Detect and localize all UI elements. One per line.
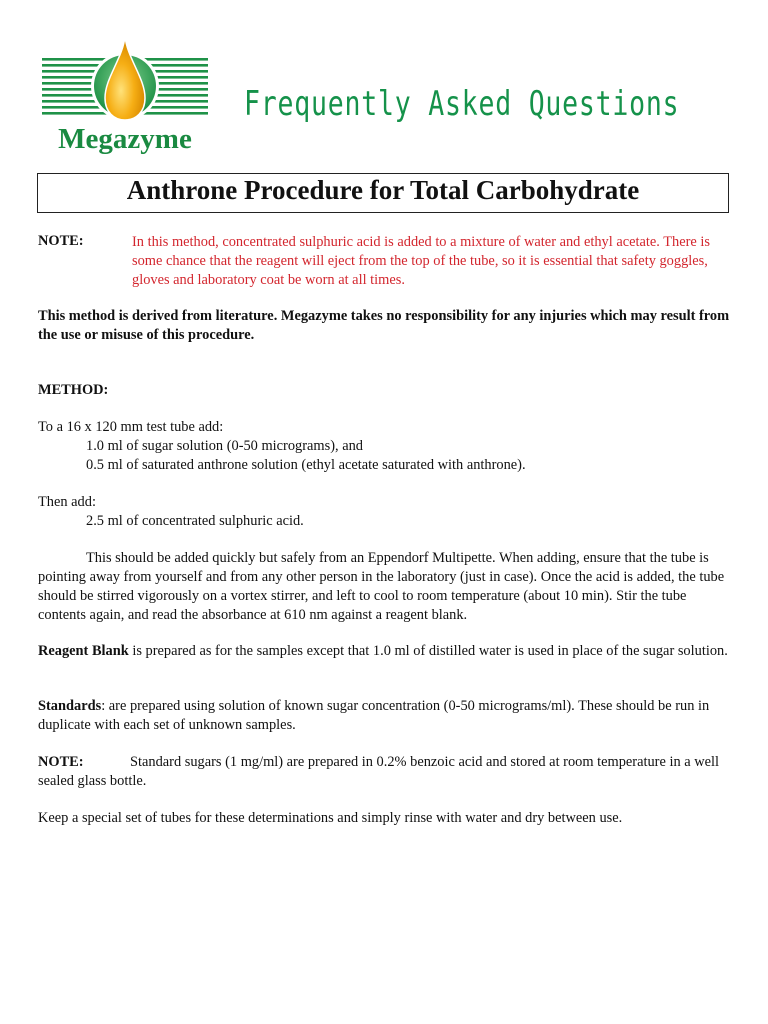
method-heading: METHOD: [38, 382, 109, 398]
note2-label: NOTE: [38, 754, 84, 770]
note-label: NOTE: [38, 233, 84, 249]
procedure-paragraph: This should be added quickly but safely from an Eppendorf Multipette. When adding, ensure that the tube is pointing away from yourself and from any other person in the laboratory (just in case). Once the acid is added, the tube should be stirred vigorously on a vortex stirrer, and left to cool to room temperature (about 10 min). Stir the tube contents again, and read the absorbance at 610 nm against a reagent blank. [38, 550, 725, 623]
reagent-blank-paragraph [38, 642, 732, 661]
step2-item-acid: 2.5 ml of concentrated sulphuric acid. [86, 513, 304, 529]
standards-paragraph [38, 697, 732, 735]
note2-text: Standard sugars (1 mg/ml) are prepared in 0.2% benzoic acid and stored at room temperature in a well sealed glass bottle. [38, 754, 720, 789]
step2-intro: Then add: [38, 494, 96, 510]
step1-item-anthrone: 0.5 ml of saturated anthrone solution (ethyl acetate saturated with anthrone). [86, 457, 526, 473]
safety-note: In this method, concentrated sulphuric acid is added to a mixture of water and ethyl acetate. There is some chance that the reagent will eject from the top of the tube, so it is essential that safety goggles, gloves and laboratory coat be worn at all times. [132, 234, 710, 288]
final-instruction: Keep a special set of tubes for these determinations and simply rinse with water and dry between use. [38, 810, 623, 826]
reagent-blank-text: is prepared as for the samples except that 1.0 ml of distilled water is used in place of the sugar solution. [128, 643, 728, 659]
reagent-blank-label: Reagent Blank [38, 643, 129, 659]
standards-text: : are prepared using solution of known sugar concentration (0-50 micrograms/ml). These should be run in duplicate with each set of unknown samples. [38, 698, 710, 733]
step1-item-sugar: 1.0 ml of sugar solution (0-50 micrograms), and [86, 438, 363, 454]
disclaimer: This method is derived from literature. Megazyme takes no responsibility for any injuries which may result from the use or misuse of this procedure. [38, 308, 730, 343]
svg-text:Megazyme: Megazyme [58, 123, 192, 154]
faq-title: Frequently Asked Questions [244, 84, 680, 124]
standards-label: Standards [38, 698, 102, 714]
note2-paragraph [38, 753, 732, 791]
document-title: Anthrone Procedure for Total Carbohydrate [37, 173, 729, 213]
step1-intro: To a 16 x 120 mm test tube add: [38, 419, 224, 435]
megazyme-logo [40, 34, 210, 154]
